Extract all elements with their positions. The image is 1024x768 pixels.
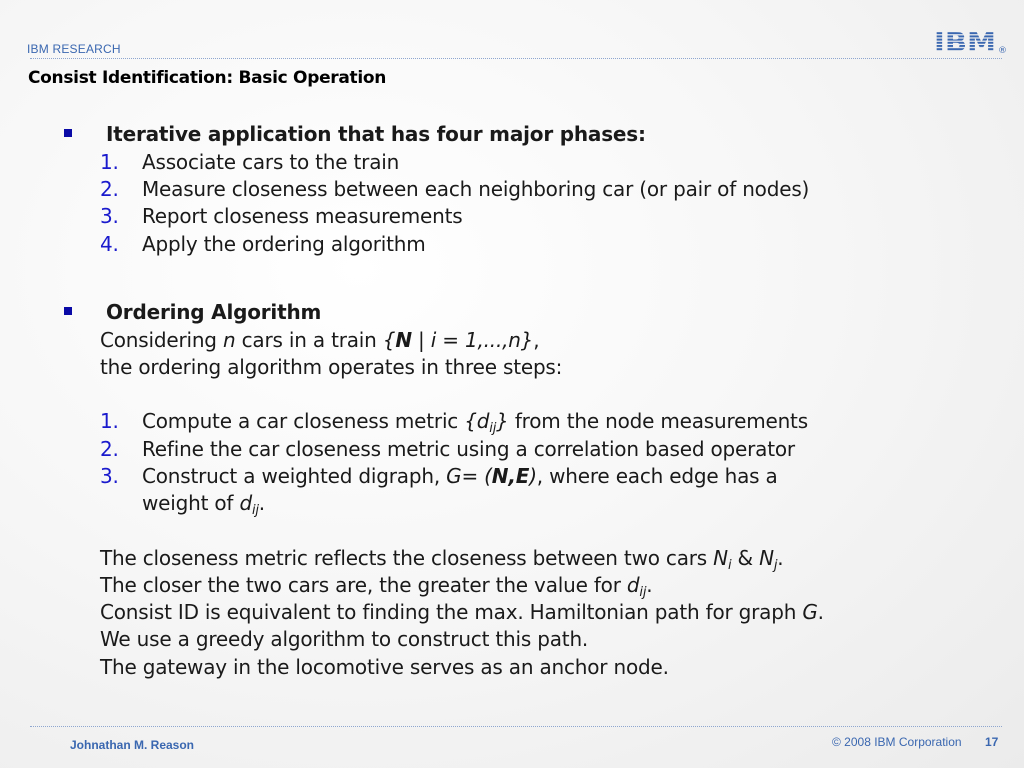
list-text: Associate cars to the train xyxy=(142,150,400,174)
list-number: 4. xyxy=(100,232,119,256)
section1-heading: Iterative application that has four major phases: xyxy=(106,122,646,146)
section2-heading: Ordering Algorithm xyxy=(106,300,322,324)
page-number: 17 xyxy=(985,735,999,749)
list-text: Apply the ordering algorithm xyxy=(142,232,426,256)
note-line-2: The closer the two cars are, the greater the value for $d_{ij}$. xyxy=(100,573,653,600)
list-text: Compute a car closeness metric $\{d_{ij}\}$ from the node measurements xyxy=(142,409,808,436)
bullet-marker-2 xyxy=(64,307,72,315)
ibm-registered-mark: ® xyxy=(998,46,1007,56)
ibm-logo-text: IBM xyxy=(934,28,996,58)
list-number: 2. xyxy=(100,177,119,201)
list-number: 3. xyxy=(100,464,119,488)
note-line-3: Consist ID is equivalent to finding the max. Hamiltonian path for graph G. xyxy=(100,600,824,624)
intro-line-1: Considering n cars in a train {N | i = 1,...,n}, xyxy=(100,328,540,352)
slide-title: Consist Identification: Basic Operation xyxy=(28,68,387,88)
list-text: Refine the car closeness metric using a correlation based operator xyxy=(142,437,795,461)
list-text: Measure closeness between each neighboring car (or pair of nodes) xyxy=(142,177,810,201)
list-number: 1. xyxy=(100,150,119,174)
list-number: 2. xyxy=(100,437,119,461)
list-text: Construct a weighted digraph, G= (N,E), where each edge has a xyxy=(142,464,778,488)
header-label: IBM RESEARCH xyxy=(27,42,121,56)
note-line-5: The gateway in the locomotive serves as an anchor node. xyxy=(100,655,669,679)
intro-line-2: the ordering algorithm operates in three steps: xyxy=(100,355,563,379)
step-3-continuation: weight of $d_{ij}$. xyxy=(142,491,265,518)
bullet-marker-1 xyxy=(64,129,72,137)
footer-copyright: © 2008 IBM Corporation xyxy=(832,735,962,749)
note-line-4: We use a greedy algorithm to construct this path. xyxy=(100,627,589,651)
footer-divider xyxy=(30,726,1002,727)
note-line-1: The closeness metric reflects the closeness between two cars $N_i$ & $N_j$. xyxy=(100,546,784,573)
list-text: Report closeness measurements xyxy=(142,204,463,228)
footer-author: Johnathan M. Reason xyxy=(70,738,195,752)
list-number: 1. xyxy=(100,409,119,433)
list-number: 3. xyxy=(100,204,119,228)
